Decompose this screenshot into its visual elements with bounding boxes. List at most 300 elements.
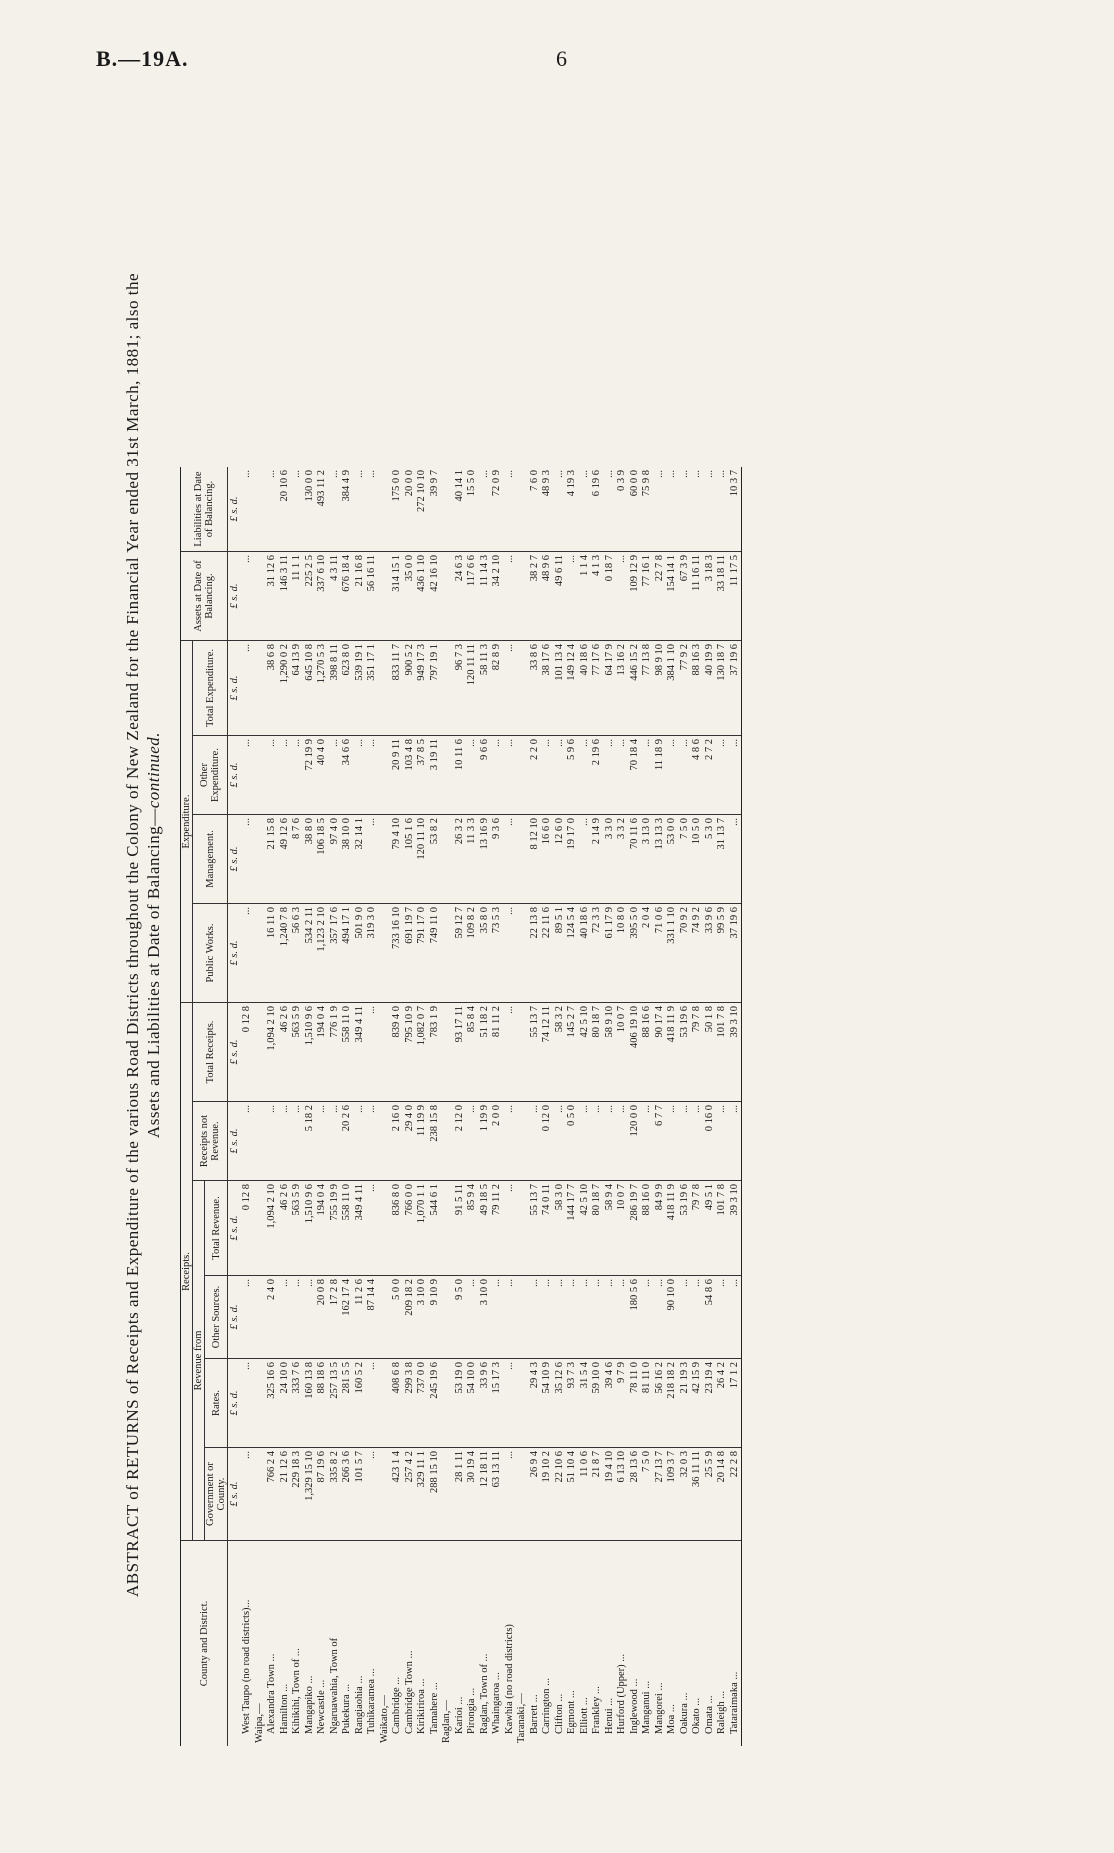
table-cell: 77 13 8 xyxy=(641,641,654,736)
table-cell: 39 9 7 xyxy=(428,467,441,552)
table-cell: 109 12 9 xyxy=(628,552,641,641)
table-cell: ... xyxy=(641,736,654,815)
table-row xyxy=(553,467,566,1746)
table-cell: ... xyxy=(366,1102,379,1181)
table-cell: ... xyxy=(241,467,254,552)
table-cell: 349 4 11 xyxy=(353,1003,366,1102)
table-cell: 314 15 1 xyxy=(391,552,404,641)
table-cell: ... xyxy=(328,467,341,552)
district-name: Newcastle ... xyxy=(316,1679,328,1734)
district-name: Raglan,— xyxy=(441,1700,453,1743)
table-cell: ... xyxy=(241,815,254,904)
table-cell xyxy=(516,467,529,552)
table-row xyxy=(416,467,429,1746)
table-cell: 19 4 10 xyxy=(603,1448,616,1541)
table-cell: 418 11 9 xyxy=(666,1003,679,1102)
rotated-table-page xyxy=(122,120,1102,1760)
table-cell xyxy=(378,1181,391,1276)
table-cell: 238 15 8 xyxy=(428,1102,441,1181)
table-cell: 42 16 10 xyxy=(428,552,441,641)
table-row xyxy=(503,467,516,1746)
table-cell: 833 11 7 xyxy=(391,641,404,736)
table-cell: 38 10 0 xyxy=(341,815,354,904)
table-cell: 33 9 6 xyxy=(703,904,716,1003)
table-cell xyxy=(378,815,391,904)
table-cell xyxy=(516,641,529,736)
table-cell: ... xyxy=(666,467,679,552)
table-cell: 0 12 8 xyxy=(241,1003,254,1102)
table-cell: ... xyxy=(503,815,516,904)
district-name: Kawhia (no road districts) xyxy=(503,1624,515,1734)
table-cell: 6 19 6 xyxy=(591,467,604,552)
table-cell: 0 5 0 xyxy=(566,1102,579,1181)
table-cell: 46 2 6 xyxy=(278,1003,291,1102)
table-cell: ... xyxy=(528,1276,541,1359)
table-cell: ... xyxy=(278,1276,291,1359)
table-cell: 288 15 10 xyxy=(428,1448,441,1541)
table-cell: 26 9 4 xyxy=(528,1448,541,1541)
table-cell xyxy=(441,641,454,736)
table-cell: 2 0 4 xyxy=(641,904,654,1003)
table-cell: 120 11 10 xyxy=(416,815,429,904)
table-cell: ... xyxy=(328,736,341,815)
table-cell: 335 8 2 xyxy=(328,1448,341,1541)
district-name: Pirongia ... xyxy=(466,1687,478,1734)
district-name: Manganui ... xyxy=(641,1680,653,1734)
table-cell: 180 5 6 xyxy=(628,1276,641,1359)
table-cell: 3 13 0 xyxy=(641,815,654,904)
district-name: Taranaki,— xyxy=(516,1693,528,1743)
units-cell: £ s. d. xyxy=(228,641,241,736)
table-cell xyxy=(378,552,391,641)
table-row xyxy=(403,467,416,1746)
district-name: Pukekura ... xyxy=(341,1683,353,1734)
table-cell: 84 9 9 xyxy=(653,1181,666,1276)
table-cell: 539 19 1 xyxy=(353,641,366,736)
table-cell: 406 19 10 xyxy=(628,1003,641,1102)
col-public-works: Public Works. xyxy=(193,904,228,1003)
table-cell: 11 16 11 xyxy=(691,552,704,641)
units-cell: £ s. d. xyxy=(228,552,241,641)
table-cell: 32 0 3 xyxy=(678,1448,691,1541)
district-name: Mangapiko ... xyxy=(303,1675,315,1734)
table-cell: 299 3 8 xyxy=(403,1359,416,1448)
table-cell xyxy=(516,1181,529,1276)
table-cell: 11 18 9 xyxy=(653,736,666,815)
table-cell: 8 12 10 xyxy=(528,815,541,904)
table-row xyxy=(453,467,466,1746)
table-cell xyxy=(253,736,266,815)
table-cell: 28 13 6 xyxy=(628,1448,641,1541)
table-cell xyxy=(516,1359,529,1448)
table-cell: 21 12 6 xyxy=(278,1448,291,1541)
table-cell: 6 13 10 xyxy=(616,1448,629,1541)
table-cell: 398 8 11 xyxy=(328,641,341,736)
table-cell: 79 11 2 xyxy=(491,1181,504,1276)
table-cell: 48 9 3 xyxy=(541,467,554,552)
table-cell: 2 14 9 xyxy=(591,815,604,904)
document-title xyxy=(122,140,164,1730)
table-cell: ... xyxy=(366,736,379,815)
table-cell: 120 11 11 xyxy=(466,641,479,736)
table-cell: 10 3 7 xyxy=(728,467,741,552)
table-cell: 408 6 8 xyxy=(391,1359,404,1448)
col-group-revenue-from: Revenue from xyxy=(193,1181,205,1541)
table-cell xyxy=(253,1359,266,1448)
table-cell: 46 2 6 xyxy=(278,1181,291,1276)
table-row xyxy=(616,467,629,1746)
table-cell: ... xyxy=(366,815,379,904)
table-cell: 72 19 9 xyxy=(303,736,316,815)
table-cell xyxy=(378,467,391,552)
table-row xyxy=(241,467,254,1746)
district-name: Hurford (Upper) ... xyxy=(616,1653,628,1734)
table-cell: 39 4 6 xyxy=(603,1359,616,1448)
table-cell: 27 13 7 xyxy=(653,1448,666,1541)
table-cell: ... xyxy=(316,1102,329,1181)
table-cell xyxy=(516,552,529,641)
table-cell: ... xyxy=(566,552,579,641)
table-cell xyxy=(253,815,266,904)
table-cell: 98 9 10 xyxy=(653,641,666,736)
table-cell xyxy=(441,815,454,904)
table-cell xyxy=(253,552,266,641)
table-cell: 31 13 7 xyxy=(716,815,729,904)
table-cell: 51 10 4 xyxy=(566,1448,579,1541)
table-cell: ... xyxy=(616,1276,629,1359)
table-cell: 67 3 9 xyxy=(678,552,691,641)
table-cell: ... xyxy=(666,736,679,815)
col-group-receipts: Receipts. xyxy=(181,1003,193,1541)
table-cell: 623 8 0 xyxy=(341,641,354,736)
table-cell: 0 18 7 xyxy=(603,552,616,641)
table-row xyxy=(516,467,529,1746)
district-name: Whaingaroa ... xyxy=(491,1672,503,1734)
table-cell: 59 10 0 xyxy=(591,1359,604,1448)
table-cell: 0 3 9 xyxy=(616,467,629,552)
table-cell: 53 19 0 xyxy=(453,1359,466,1448)
table-row xyxy=(316,467,329,1746)
table-cell xyxy=(441,1181,454,1276)
table-cell xyxy=(253,1448,266,1541)
table-cell: 40 18 6 xyxy=(578,904,591,1003)
table-cell xyxy=(253,1276,266,1359)
table-cell: 58 9 4 xyxy=(603,1181,616,1276)
table-cell: 11 3 3 xyxy=(466,815,479,904)
table-cell: 544 6 1 xyxy=(428,1181,441,1276)
table-cell: 73 5 3 xyxy=(491,904,504,1003)
table-cell: 60 0 0 xyxy=(628,467,641,552)
table-cell: 53 19 6 xyxy=(678,1003,691,1102)
table-cell: 99 5 9 xyxy=(716,904,729,1003)
table-cell: ... xyxy=(503,1003,516,1102)
table-cell: ... xyxy=(466,1102,479,1181)
col-group-expenditure: Expenditure. xyxy=(181,641,193,1003)
table-cell: ... xyxy=(503,1102,516,1181)
table-cell: ... xyxy=(603,1276,616,1359)
table-cell: 1,329 15 10 xyxy=(303,1448,316,1541)
table-cell: 87 14 4 xyxy=(366,1276,379,1359)
table-cell: ... xyxy=(641,1276,654,1359)
table-cell: ... xyxy=(503,467,516,552)
table-cell: 22 10 6 xyxy=(553,1448,566,1541)
table-cell: 101 7 8 xyxy=(716,1181,729,1276)
table-cell: ... xyxy=(503,1359,516,1448)
table-cell: 58 3 0 xyxy=(553,1181,566,1276)
table-cell: 0 16 0 xyxy=(703,1102,716,1181)
table-cell: ... xyxy=(578,1102,591,1181)
table-cell: 1,510 9 6 xyxy=(303,1181,316,1276)
table-cell: 149 12 4 xyxy=(566,641,579,736)
table-cell: 11 17 5 xyxy=(728,552,741,641)
table-cell: 13 13 3 xyxy=(653,815,666,904)
table-cell xyxy=(378,1448,391,1541)
table-cell: 32 14 1 xyxy=(353,815,366,904)
table-row xyxy=(603,467,616,1746)
table-cell: 74 0 11 xyxy=(541,1181,554,1276)
district-name: West Taupo (no road districts)... xyxy=(241,1599,253,1734)
table-cell: 4 3 11 xyxy=(328,552,341,641)
table-cell: 20 0 8 xyxy=(316,1276,329,1359)
table-cell: 357 17 6 xyxy=(328,904,341,1003)
table-cell: 3 3 0 xyxy=(603,815,616,904)
table-cell: 23 19 4 xyxy=(703,1359,716,1448)
table-cell: 93 7 3 xyxy=(566,1359,579,1448)
table-cell: ... xyxy=(691,1276,704,1359)
table-cell: 1,270 5 3 xyxy=(316,641,329,736)
table-cell: 776 1 9 xyxy=(328,1003,341,1102)
table-row xyxy=(291,467,304,1746)
table-cell xyxy=(441,1276,454,1359)
table-cell: ... xyxy=(591,1276,604,1359)
district-name: Barrett ... xyxy=(528,1694,540,1734)
table-cell: 58 11 3 xyxy=(478,641,491,736)
table-cell: 35 8 0 xyxy=(478,904,491,1003)
table-cell: 245 19 6 xyxy=(428,1359,441,1448)
table-cell: ... xyxy=(553,467,566,552)
table-cell: 494 17 1 xyxy=(341,904,354,1003)
table-cell: 10 0 7 xyxy=(616,1003,629,1102)
table-cell: 12 6 0 xyxy=(553,815,566,904)
table-cell: 89 5 1 xyxy=(553,904,566,1003)
table-cell: 10 11 6 xyxy=(453,736,466,815)
table-cell: 749 11 0 xyxy=(428,904,441,1003)
table-cell: ... xyxy=(616,736,629,815)
district-name: Tamahere ... xyxy=(428,1682,440,1734)
table-cell xyxy=(516,1276,529,1359)
table-cell: ... xyxy=(366,1003,379,1102)
title-continued: continued. xyxy=(144,731,163,809)
table-cell: 9 10 9 xyxy=(428,1276,441,1359)
table-cell: 836 8 0 xyxy=(391,1181,404,1276)
table-cell: 29 4 3 xyxy=(528,1359,541,1448)
table-cell: 7 5 0 xyxy=(678,815,691,904)
table-cell: ... xyxy=(241,1276,254,1359)
table-cell xyxy=(516,1102,529,1181)
table-cell: ... xyxy=(241,904,254,1003)
col-government: Government or County. xyxy=(205,1448,228,1541)
table-cell: ... xyxy=(241,1102,254,1181)
table-cell: 97 4 0 xyxy=(328,815,341,904)
table-cell: 39 3 10 xyxy=(728,1181,741,1276)
table-cell: 64 17 9 xyxy=(603,641,616,736)
table-cell: 33 8 6 xyxy=(528,641,541,736)
table-cell: ... xyxy=(666,1102,679,1181)
table-cell: ... xyxy=(278,736,291,815)
table-cell: ... xyxy=(678,736,691,815)
district-name: Raleigh ... xyxy=(716,1690,728,1734)
table-cell: 42 5 10 xyxy=(578,1003,591,1102)
table-row xyxy=(353,467,366,1746)
table-cell: ... xyxy=(278,1102,291,1181)
units-row-spacer xyxy=(228,1541,241,1747)
table-cell: 72 3 3 xyxy=(591,904,604,1003)
table-cell: 160 13 8 xyxy=(303,1359,316,1448)
table-cell: 42 15 9 xyxy=(691,1359,704,1448)
units-cell: £ s. d. xyxy=(228,736,241,815)
col-assets: Assets at Date of Balancing. xyxy=(181,552,228,641)
table-row xyxy=(478,467,491,1746)
table-cell: 558 11 0 xyxy=(341,1181,354,1276)
table-cell: 37 19 6 xyxy=(728,641,741,736)
table-cell: 1,510 9 6 xyxy=(303,1003,316,1102)
table-cell: ... xyxy=(528,1102,541,1181)
table-cell: 54 8 6 xyxy=(703,1276,716,1359)
table-row xyxy=(578,467,591,1746)
units-cell: £ s. d. xyxy=(228,1003,241,1102)
table-cell: ... xyxy=(678,1102,691,1181)
units-cell: £ s. d. xyxy=(228,1181,241,1276)
table-cell: ... xyxy=(566,1276,579,1359)
table-cell: 34 6 6 xyxy=(341,736,354,815)
table-cell: 78 11 0 xyxy=(628,1359,641,1448)
table-cell: 40 18 6 xyxy=(578,641,591,736)
table-cell: 56 16 11 xyxy=(366,552,379,641)
table-cell: 36 11 11 xyxy=(691,1448,704,1541)
table-cell xyxy=(441,1359,454,1448)
table-cell xyxy=(253,1181,266,1276)
table-cell: 61 17 9 xyxy=(603,904,616,1003)
table-cell: 534 2 11 xyxy=(303,904,316,1003)
table-cell: 24 6 3 xyxy=(453,552,466,641)
table-cell: 40 14 1 xyxy=(453,467,466,552)
district-name: Ngaruawahia, Town of xyxy=(328,1637,340,1734)
table-cell: 9 5 0 xyxy=(453,1276,466,1359)
table-cell xyxy=(378,904,391,1003)
district-name: Alexandra Town ... xyxy=(266,1653,278,1734)
table-cell: ... xyxy=(503,1181,516,1276)
table-cell: 501 9 0 xyxy=(353,904,366,1003)
district-name: Inglewood ... xyxy=(628,1678,640,1734)
table-cell xyxy=(516,1448,529,1541)
table-row xyxy=(391,467,404,1746)
table-row xyxy=(491,467,504,1746)
col-liabilities: Liabilities at Date of Balancing. xyxy=(181,467,228,552)
table-row xyxy=(378,467,391,1746)
table-cell: 7 6 0 xyxy=(528,467,541,552)
table-cell: 900 5 2 xyxy=(403,641,416,736)
table-cell: 59 12 7 xyxy=(453,904,466,1003)
table-cell: ... xyxy=(478,467,491,552)
table-cell: 21 15 8 xyxy=(266,815,279,904)
table-cell xyxy=(378,1003,391,1102)
table-cell: 1 1 4 xyxy=(578,552,591,641)
col-total-revenue: Total Revenue. xyxy=(205,1181,228,1276)
table-row xyxy=(328,467,341,1746)
table-row xyxy=(341,467,354,1746)
table-cell: 272 10 10 xyxy=(416,467,429,552)
table-cell xyxy=(516,815,529,904)
table-cell: 1,082 0 7 xyxy=(416,1003,429,1102)
table-row xyxy=(728,467,741,1746)
table-cell: ... xyxy=(703,467,716,552)
district-name: Omata ... xyxy=(703,1695,715,1734)
table-cell xyxy=(378,736,391,815)
table-cell: 2 2 0 xyxy=(528,736,541,815)
table-cell: 2 4 0 xyxy=(266,1276,279,1359)
table-cell: 35 12 6 xyxy=(553,1359,566,1448)
table-cell: 17 1 2 xyxy=(728,1359,741,1448)
table-cell: 81 11 0 xyxy=(641,1359,654,1448)
table-cell: ... xyxy=(491,736,504,815)
table-cell: 15 17 3 xyxy=(491,1359,504,1448)
table-cell: 82 8 9 xyxy=(491,641,504,736)
table-cell: ... xyxy=(553,1276,566,1359)
table-cell: 6 7 7 xyxy=(653,1102,666,1181)
col-other-expenditure: Other Expenditure. xyxy=(193,736,228,815)
table-cell: 91 5 11 xyxy=(453,1181,466,1276)
table-cell: 225 2 5 xyxy=(303,552,316,641)
table-cell: 1,094 2 10 xyxy=(266,1181,279,1276)
table-cell: 676 18 4 xyxy=(341,552,354,641)
table-cell: 9 7 9 xyxy=(616,1359,629,1448)
table-cell: 691 19 7 xyxy=(403,904,416,1003)
table-cell: 24 10 0 xyxy=(278,1359,291,1448)
table-cell: 37 8 5 xyxy=(416,736,429,815)
table-cell: ... xyxy=(616,1102,629,1181)
table-cell: 42 5 10 xyxy=(578,1181,591,1276)
table-cell: 49 18 5 xyxy=(478,1181,491,1276)
table-cell: 162 17 4 xyxy=(341,1276,354,1359)
units-cell: £ s. d. xyxy=(228,815,241,904)
table-cell xyxy=(378,1276,391,1359)
table-cell: ... xyxy=(491,1276,504,1359)
district-name: Kihikihi, Town of ... xyxy=(291,1648,303,1734)
table-cell: 35 0 0 xyxy=(403,552,416,641)
table-body xyxy=(228,467,742,1746)
table-cell xyxy=(253,467,266,552)
page-number: 6 xyxy=(556,46,567,71)
table-cell: 103 4 8 xyxy=(403,736,416,815)
col-total-expenditure: Total Expenditure. xyxy=(193,641,228,736)
table-cell: 120 0 0 xyxy=(628,1102,641,1181)
table-cell: 395 5 0 xyxy=(628,904,641,1003)
district-name: Okato ... xyxy=(691,1697,703,1734)
district-name: Hamilton ... xyxy=(278,1683,290,1734)
table-cell: 11 2 6 xyxy=(353,1276,366,1359)
table-cell: 10 5 0 xyxy=(691,815,704,904)
table-cell: 4 1 3 xyxy=(591,552,604,641)
table-cell: ... xyxy=(503,1448,516,1541)
table-cell: 9 6 6 xyxy=(478,736,491,815)
table-cell: 22 13 8 xyxy=(528,904,541,1003)
table-cell xyxy=(378,1359,391,1448)
table-cell: 50 1 8 xyxy=(703,1003,716,1102)
table-cell: ... xyxy=(366,1181,379,1276)
district-name: Henui ... xyxy=(603,1697,615,1734)
table-cell: 2 16 0 xyxy=(391,1102,404,1181)
table-cell xyxy=(516,904,529,1003)
